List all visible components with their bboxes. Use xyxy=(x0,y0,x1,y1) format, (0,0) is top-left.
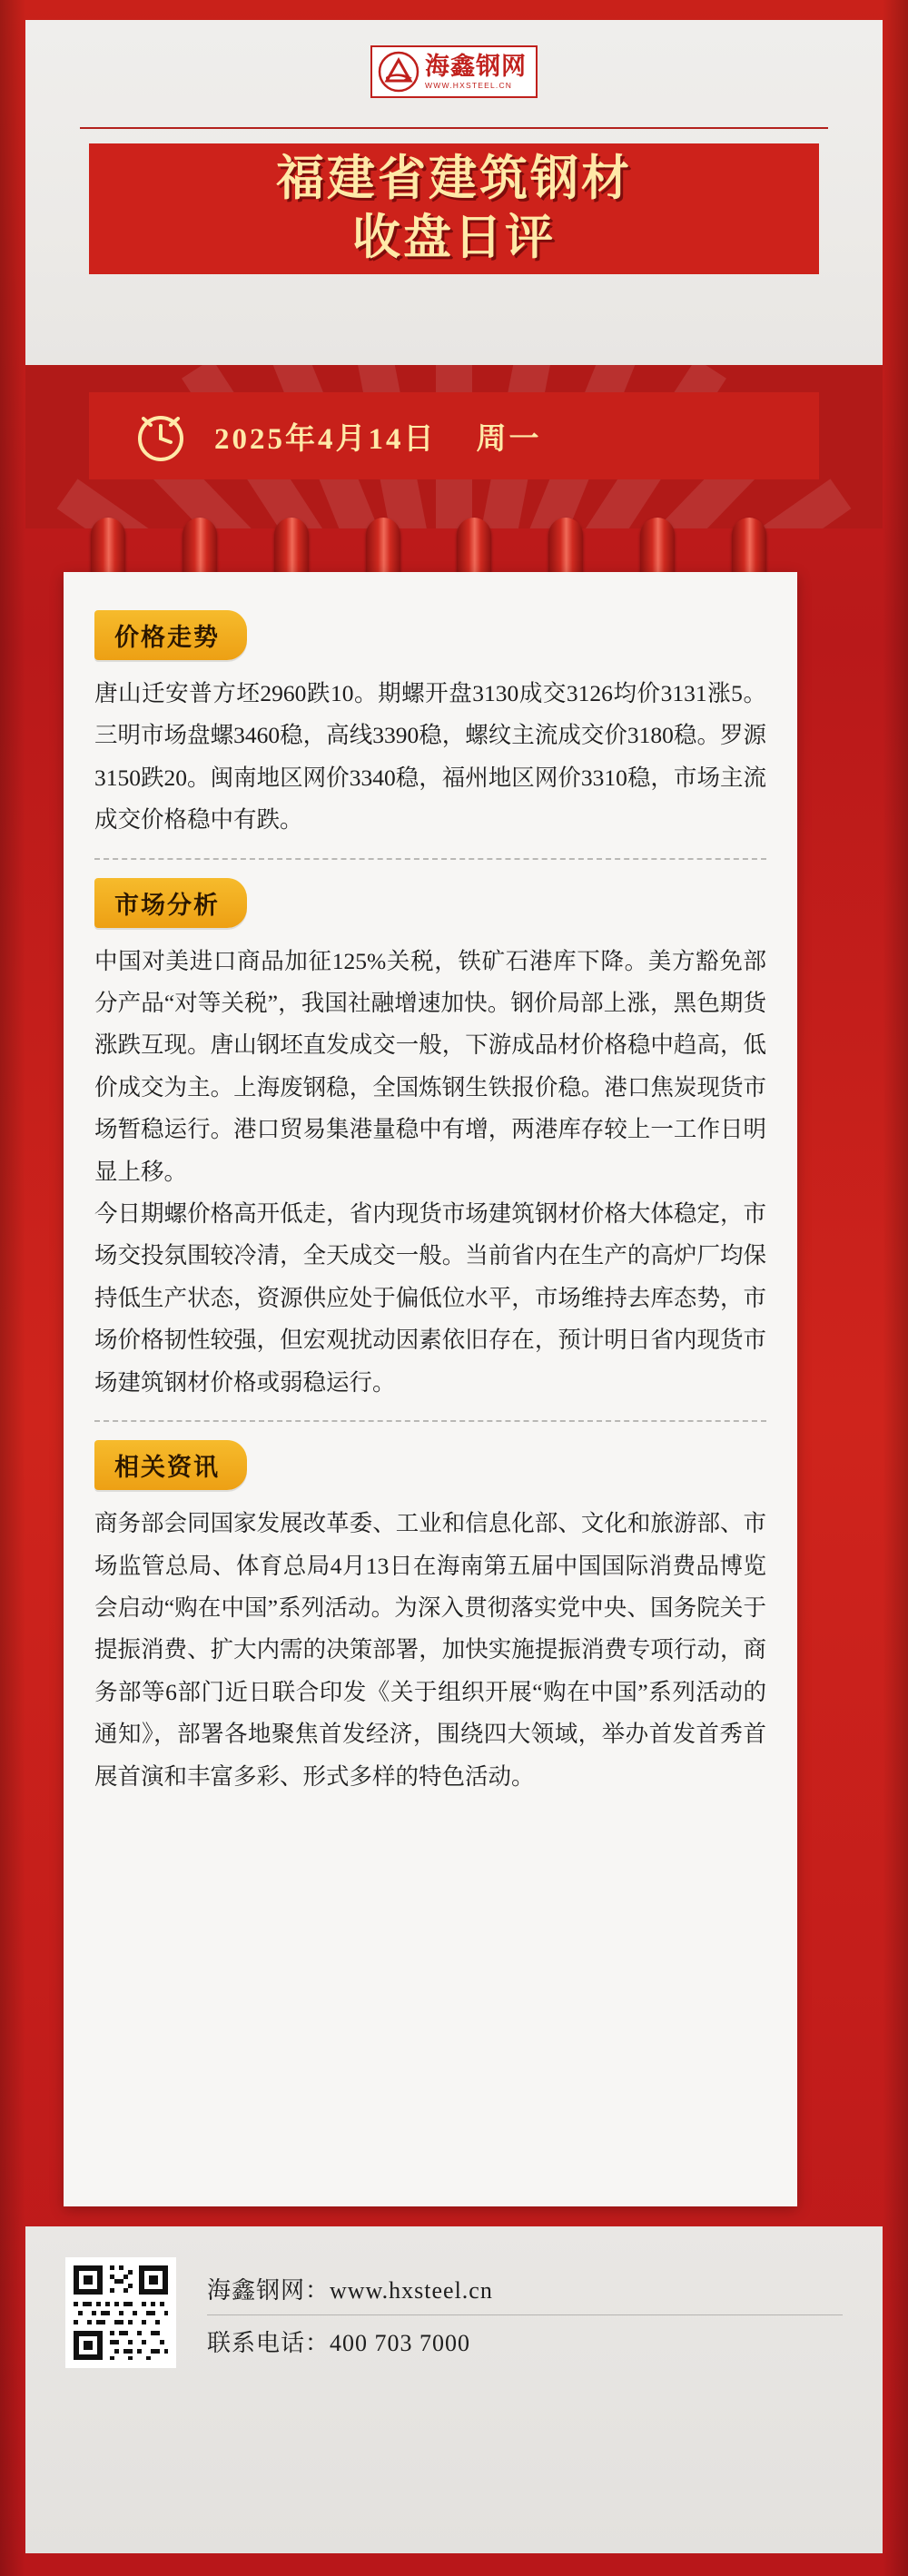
page-title xyxy=(89,143,819,274)
logo-cn-text: 海鑫钢网 xyxy=(425,52,527,80)
date-bar xyxy=(89,392,819,479)
section-divider xyxy=(94,1420,766,1422)
steel-arrow-logo-icon xyxy=(378,51,419,93)
brand-logo[interactable] xyxy=(25,45,883,98)
section-title-related-news: 相关资讯 xyxy=(94,1440,247,1490)
section-title-price-trend: 价格走势 xyxy=(94,610,247,660)
section-related-news xyxy=(94,1440,766,1798)
header-panel xyxy=(25,20,883,365)
section-heading xyxy=(94,1440,247,1490)
title-line-1: 福建省建筑钢材 xyxy=(276,153,632,206)
paragraph: 中国对美进口商品加征125%关税，铁矿石港库下降。美方豁免部分产品“对等关税”，我国社融增速加快。钢价局部上涨，黑色期货涨跌互现。唐山钢坯直发成交一般，下游成品材价格稳中趋高，低价成交为主。上海废钢稳，全国炼钢生铁报价稳。港口焦炭现货市场暂稳运行。港口贸易集港量稳中有增，两港库存较上一工作日明显上移。 xyxy=(94,947,766,1185)
header-divider xyxy=(80,127,828,129)
title-line-2: 收盘日评 xyxy=(352,212,556,264)
alarm-clock-icon xyxy=(131,406,191,466)
paragraph: 商务部会同国家发展改革委、工业和信息化部、文化和旅游部、市场监管总局、体育总局4月13日在海南第五届中国国际消费品博览会启动“购在中国”系列活动。为深入贯彻落实党中央、国务院关于提振消费、扩大内需的决策部署，加快实施提振消费专项行动，商务部等6部门近日联合印发《关于组织开展“购在中国”系列活动的通知》，部署各地聚焦首发经济，围绕四大领域，举办首发首秀首展首演和丰富多彩、形式多样的特色活动。 xyxy=(94,1510,766,1790)
footer-phone[interactable]: 联系电话：400 703 7000 xyxy=(207,2330,471,2356)
section-title-market-analysis: 市场分析 xyxy=(94,878,247,928)
footer-panel xyxy=(25,2226,883,2553)
section-heading xyxy=(94,878,247,928)
section-heading xyxy=(94,610,247,660)
section-market-analysis xyxy=(94,878,766,1404)
logo-en-text: WWW.HXSTEEL.CN xyxy=(425,81,513,91)
content-card xyxy=(64,572,797,2206)
report-date: 2025年4月14日 xyxy=(214,422,437,456)
section-body-market-analysis xyxy=(94,941,766,1404)
section-body-price-trend xyxy=(94,673,766,842)
paragraph: 今日期螺价格高开低走，省内现货市场建筑钢材价格大体稳定，市场交投氛围较冷清，全天成交一般。当前省内在生产的高炉厂均保持低生产状态，资源供应处于偏低位水平，市场维持去库态势，市场价格韧性较强，但宏观扰动因素依旧存在，预计明日省内现货市场建筑钢材价格或弱稳运行。 xyxy=(94,1200,766,1396)
qr-code-icon[interactable] xyxy=(65,2257,176,2368)
section-body-related-news xyxy=(94,1503,766,1798)
footer-website[interactable]: 海鑫钢网：www.hxsteel.cn xyxy=(207,2277,493,2304)
section-divider xyxy=(94,858,766,860)
paragraph: 唐山迁安普方坯2960跌10。期螺开盘3130成交3126均价3131涨5。三明市场盘螺3460稳，高线3390稳，螺纹主流成交价3180稳。罗源3150跌20。闽南地区网价3340稳，福州地区网价3310稳，市场主流成交价格稳中有跌。 xyxy=(94,680,766,834)
report-weekday: 周一 xyxy=(476,422,542,456)
date-band xyxy=(25,365,883,528)
section-price-trend xyxy=(94,610,766,842)
footer-contact xyxy=(207,2257,843,2367)
